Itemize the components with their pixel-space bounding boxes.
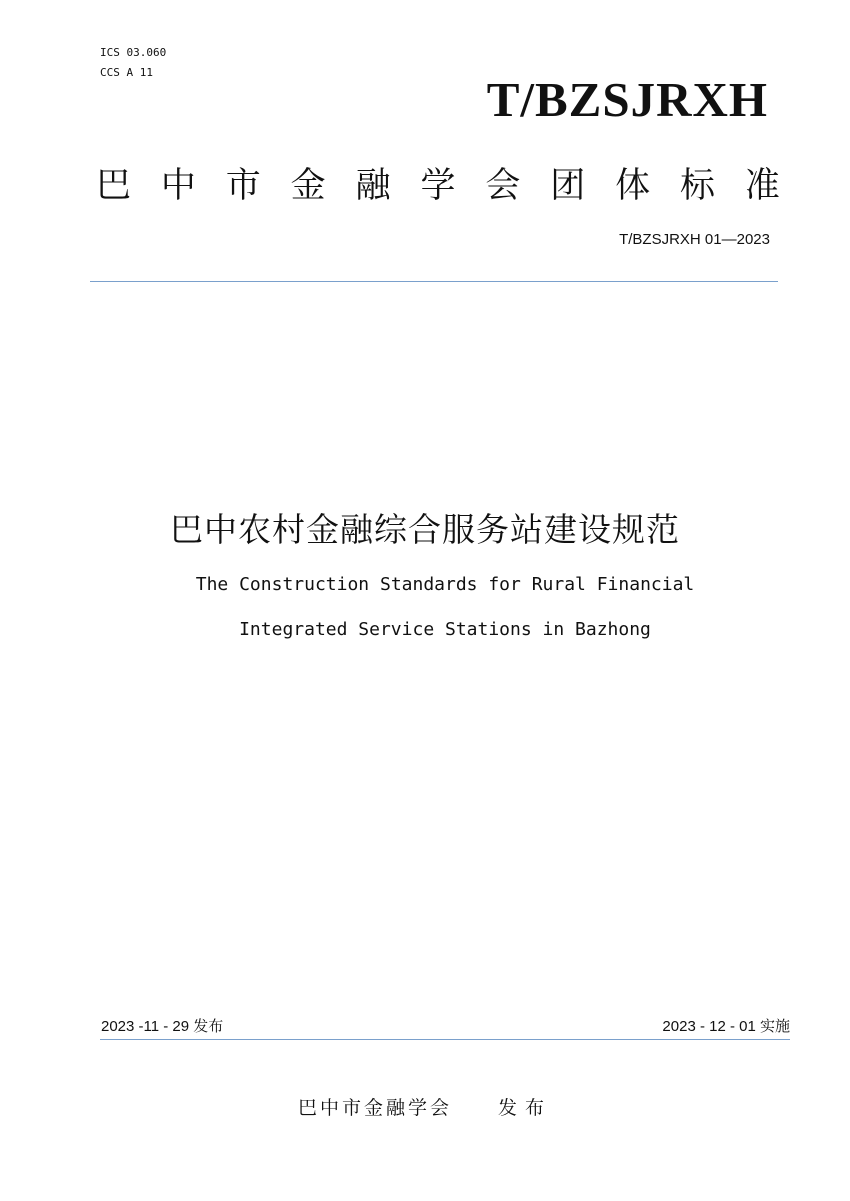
ics-code: ICS 03.060: [100, 46, 167, 59]
publish-action: 发布: [498, 1097, 553, 1119]
standard-number: T/BZSJRXH 01—2023: [619, 231, 770, 248]
standard-kind-char: 学: [420, 166, 456, 206]
header-divider: [90, 281, 778, 282]
standard-kind-char: 金: [290, 166, 326, 206]
standard-kind-char: 巴: [96, 166, 132, 206]
standard-kind-char: 体: [615, 166, 651, 206]
document-title-en-line2: Integrated Service Stations in Bazhong: [239, 619, 651, 640]
standard-kind-char: 标: [680, 166, 716, 206]
publisher-name: 巴中市金融学会: [297, 1097, 452, 1119]
publish-date: 2023 -11 - 29 发布: [101, 1018, 224, 1035]
document-title-en-line1: The Construction Standards for Rural Financial: [195, 574, 695, 595]
classification-codes: [100, 43, 166, 83]
document-title-zh: 巴中农村金融综合服务站建设规范: [170, 510, 680, 549]
footer-divider: [100, 1039, 790, 1040]
standard-kind-char: 准: [744, 166, 780, 206]
publisher-line: [0, 1094, 850, 1122]
standard-kind-char: 团: [550, 166, 586, 206]
standard-kind-char: 市: [225, 166, 261, 206]
standard-kind-char: 融: [355, 166, 391, 206]
organization-code: T/BZSJRXH: [486, 72, 768, 127]
standard-kind-heading: [96, 163, 780, 209]
implementation-date: 2023 - 12 - 01 实施: [662, 1018, 790, 1035]
standard-kind-char: 会: [485, 166, 521, 206]
ccs-code: CCS A 11: [100, 66, 153, 79]
standard-kind-char: 中: [160, 166, 196, 206]
